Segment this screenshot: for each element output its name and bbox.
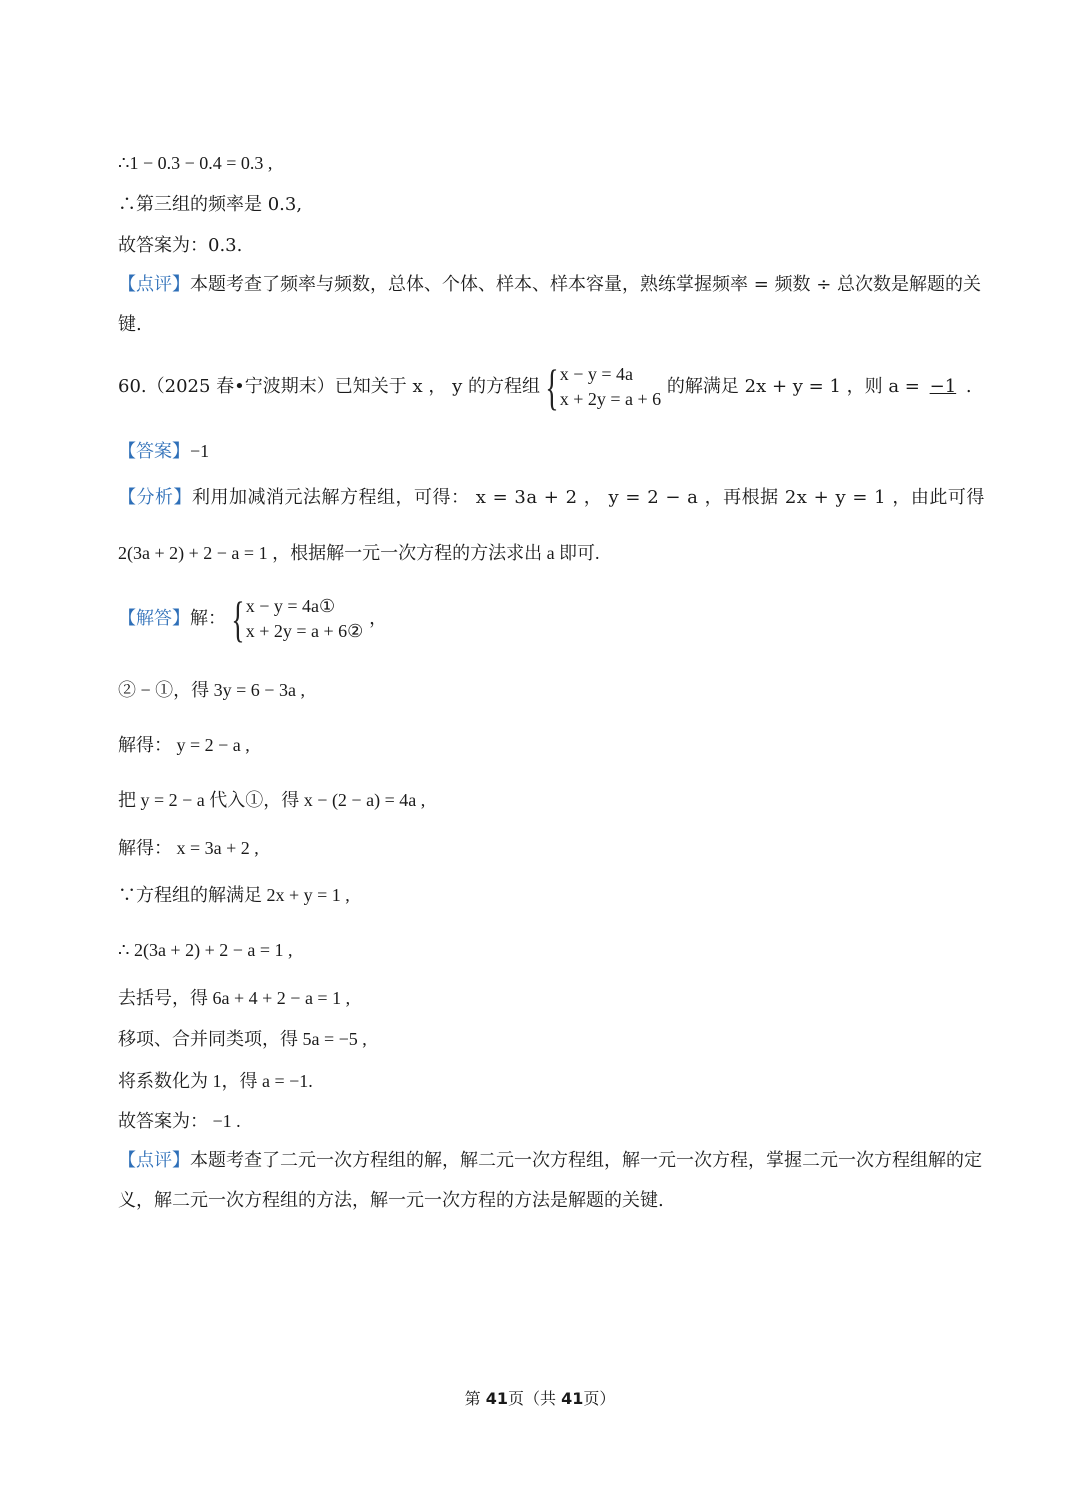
answer-value: −1 — [190, 441, 210, 461]
solution-step: 去括号，得 6a + 4 + 2 − a = 1 , — [118, 988, 351, 1008]
brace-icon: { — [545, 359, 559, 415]
review-tag: 【点评】 — [118, 274, 190, 295]
footer-text: 页（共 — [507, 1389, 562, 1408]
answer-line — [118, 438, 990, 465]
analysis-line-2: 2(3a + 2) + 2 − a = 1 ，根据解一元一次方程的方法求出 a 即可. — [118, 543, 600, 563]
solution-step: ∵方程组的解满足 2x + y = 1 , — [118, 885, 350, 905]
review-paragraph — [118, 265, 990, 345]
brace-icon: { — [231, 591, 245, 647]
solution-tag: 【解答】 — [118, 608, 190, 629]
review-text: 本题考查了频率与频数，总体、个体、样本、样本容量，熟练掌握频率 = 频数 ÷ 总次数是解题的关键. — [118, 274, 982, 335]
analysis-tag: 【分析】 — [118, 487, 192, 508]
equation-row: x − y = 4a① — [245, 596, 336, 616]
comma: ， — [369, 608, 388, 629]
solution-step: 解得： x = 3a + 2 , — [118, 838, 259, 858]
answer-blank: −1 — [929, 376, 957, 397]
solution-step: 故答案为： −1 . — [118, 1111, 241, 1131]
question-prefix: 60.（2025 春•宁波期末）已知关于 x ， y 的方程组 — [118, 376, 540, 397]
equation-row: x + 2y = a + 6 — [559, 389, 662, 409]
text-line: 故答案为：0.3. — [118, 235, 243, 256]
footer-text: 页） — [583, 1389, 616, 1408]
solution-step: 移项、合并同类项，得 5a = −5 , — [118, 1029, 367, 1049]
solution-step: 解得： y = 2 − a , — [118, 735, 250, 755]
equation-row: x − y = 4a — [559, 364, 634, 384]
text-line: ∴1 − 0.3 − 0.4 = 0.3 , — [118, 153, 273, 173]
page-total: 41 — [561, 1389, 584, 1408]
solution-prefix: 解： — [190, 608, 226, 629]
analysis-text: 利用加减消元法解方程组，可得： x = 3a + 2 ， y = 2 − a ，再根据 2x + y = 1 ，由此可得 — [192, 487, 985, 508]
question-condition: 的解满足 2x + y = 1 ，则 a = — [666, 376, 920, 397]
solution-header — [118, 591, 990, 647]
page-number: 41 — [485, 1389, 508, 1408]
solution-step: ② − ①，得 3y = 6 − 3a , — [118, 680, 305, 700]
solution-step: 把 y = 2 − a 代入①，得 x − (2 − a) = 4a , — [118, 790, 426, 810]
equation-row: x + 2y = a + 6② — [245, 621, 364, 641]
question-end: . — [965, 376, 972, 397]
review-paragraph — [118, 1141, 990, 1221]
question-60 — [118, 359, 990, 415]
review-tag: 【点评】 — [118, 1150, 190, 1171]
page-footer — [0, 1386, 1080, 1409]
equation-system — [545, 359, 662, 415]
text-line: ∴第三组的频率是 0.3, — [118, 194, 303, 215]
review-text: 本题考查了二元一次方程组的解，解二元一次方程组，解一元一次方程，掌握二元一次方程组解的定义，解二元一次方程组的方法，解一元一次方程的方法是解题的关键. — [118, 1150, 982, 1211]
solution-step: 将系数化为 1，得 a = −1. — [118, 1071, 313, 1091]
solution-step: ∴ 2(3a + 2) + 2 − a = 1 , — [118, 940, 293, 960]
answer-tag: 【答案】 — [118, 441, 190, 462]
footer-text: 第 — [464, 1389, 486, 1408]
analysis-line — [118, 485, 990, 511]
equation-system — [231, 591, 364, 647]
